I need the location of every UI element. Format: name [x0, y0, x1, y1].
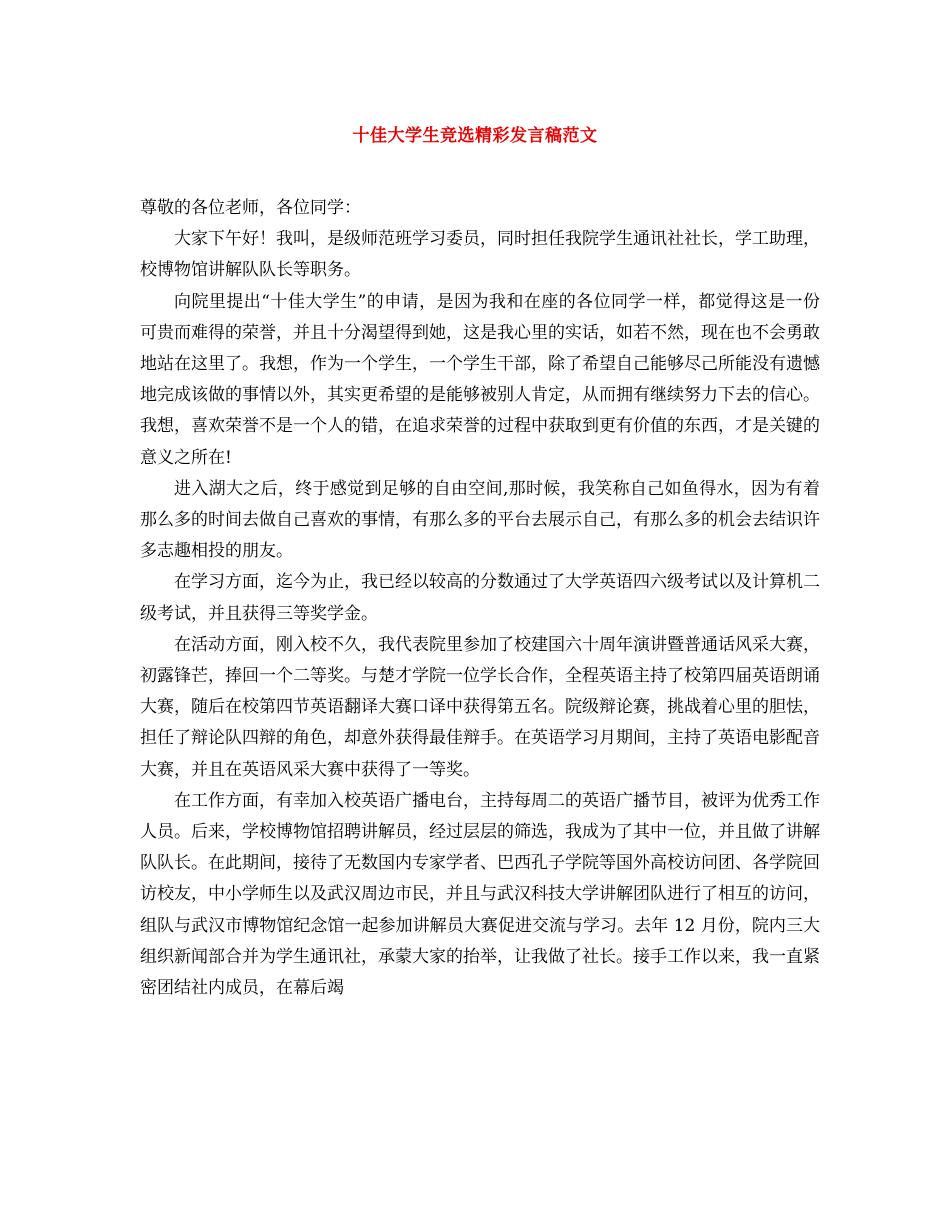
- body-paragraph: 在学习方面，迄今为止，我已经以较高的分数通过了大学英语四六级考试以及计算机二级考试，并且获得三等奖学金。: [140, 572, 820, 624]
- body-paragraph: 在活动方面，刚入校不久，我代表院里参加了校建国六十周年演讲暨普通话风采大赛，初露锋芒，捧回一个二等奖。与楚才学院一位学长合作，全程英语主持了校第四届英语朗诵大赛，随后在校第四节英语翻译大赛口译中获得第五名。院级辩论赛，挑战着心里的胆怯，担任了辩论队四辩的角色，却意外获得最佳辩手。在英语学习月期间，主持了英语电影配音大赛，并且在英语风采大赛中获得了一等奖。: [140, 634, 820, 780]
- body-paragraph: 大家下午好！我叫，是级师范班学习委员，同时担任我院学生通讯社社长，学工助理，校博物馆讲解队队长等职务。: [140, 229, 820, 281]
- body-paragraph: 向院里提出“十佳大学生”的申请，是因为我和在座的各位同学一样，都觉得这是一份可贵而难得的荣誉，并且十分渴望得到她，这是我心里的实话，如若不然，现在也不会勇敢地站在这里了。我想，作为一个学生，一个学生干部，除了希望自己能够尽己所能没有遗憾地完成该做的事情以外，其实更希望的是能够被别人肯定，从而拥有继续努力下去的信心。我想，喜欢荣誉不是一个人的错，在追求荣誉的过程中获取到更有价值的东西，才是关键的意义之所在!: [140, 291, 820, 468]
- document-body: [140, 193, 820, 1004]
- body-paragraph: 在工作方面，有幸加入校英语广播电台，主持每周二的英语广播节目，被评为优秀工作人员。后来，学校博物馆招聘讲解员，经过层层的筛选，我成为了其中一位，并且做了讲解队队长。在此期间，接待了无数国内专家学者、巴西孔子学院等国外高校访问团、各学院回访校友，中小学师生以及武汉周边市民，并且与武汉科技大学讲解团队进行了相互的访问，组队与武汉市博物馆纪念馆一起参加讲解员大赛促进交流与学习。去年 12 月份，院内三大组织新闻部合并为学生通讯社，承蒙大家的抬举，让我做了社长。接手工作以来，我一直紧密团结社内成员，在幕后竭: [140, 790, 820, 999]
- body-paragraph: 进入湖大之后，终于感觉到足够的自由空间,那时候，我笑称自己如鱼得水，因为有着那么多的时间去做自己喜欢的事情，有那么多的平台去展示自己，有那么多的机会去结识许多志趣相投的朋友。: [140, 478, 820, 562]
- document-title: 十佳大学生竞选精彩发言稿范文: [352, 126, 598, 146]
- salutation-paragraph: 尊敬的各位老师，各位同学：: [140, 198, 361, 218]
